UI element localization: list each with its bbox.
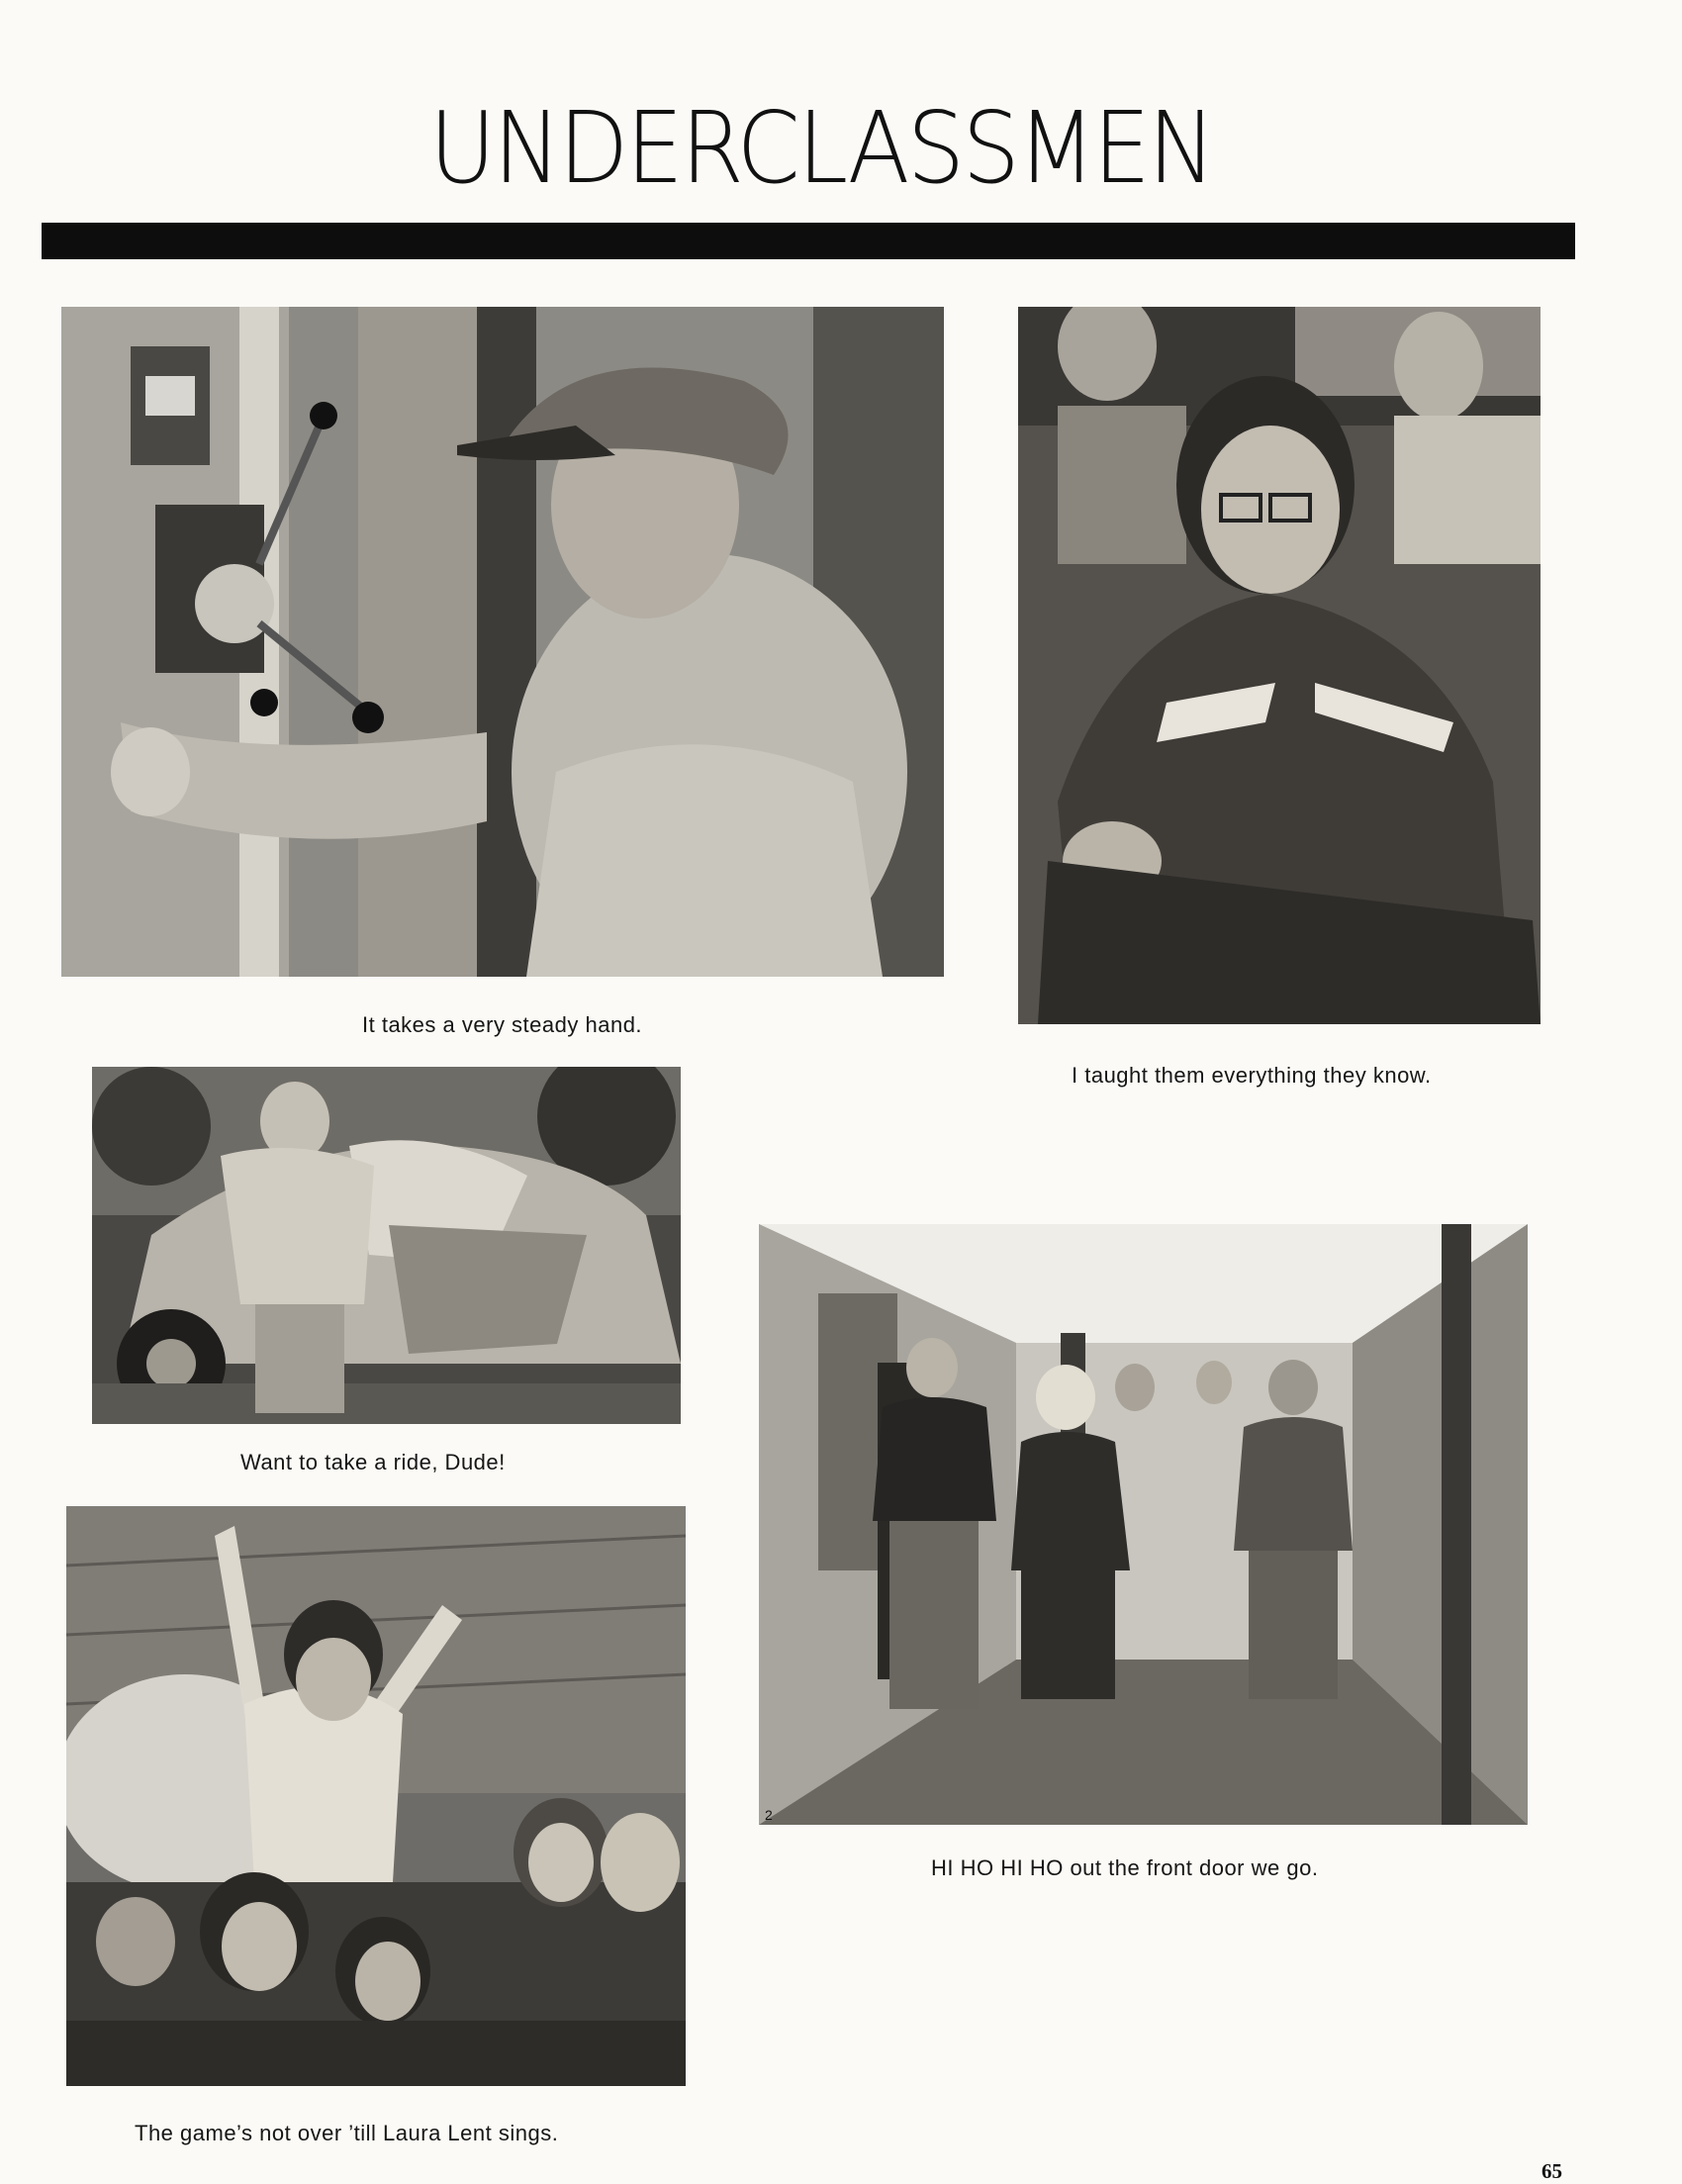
page-title: UNDERCLASSMEN (428, 90, 1214, 206)
photo-hallway (759, 1224, 1528, 1825)
photo-student-jacket (1018, 307, 1541, 1024)
frame-number: 2 (765, 1807, 773, 1823)
photo-drill-press (61, 307, 944, 977)
caption-student-jacket: I taught them everything they know. (1072, 1063, 1432, 1088)
caption-wrecked-car: Want to take a ride, Dude! (240, 1450, 506, 1474)
photo-group-singing (66, 1506, 686, 2086)
caption-drill-press: It takes a very steady hand. (362, 1012, 643, 1037)
photo-wrecked-car (92, 1067, 681, 1424)
title-rule (42, 223, 1575, 259)
caption-group-singing: The game’s not over ’till Laura Lent sings. (135, 2121, 559, 2145)
caption-hallway: HI HO HI HO out the front door we go. (931, 1855, 1319, 1880)
page-number: 65 (1542, 2159, 1562, 2183)
